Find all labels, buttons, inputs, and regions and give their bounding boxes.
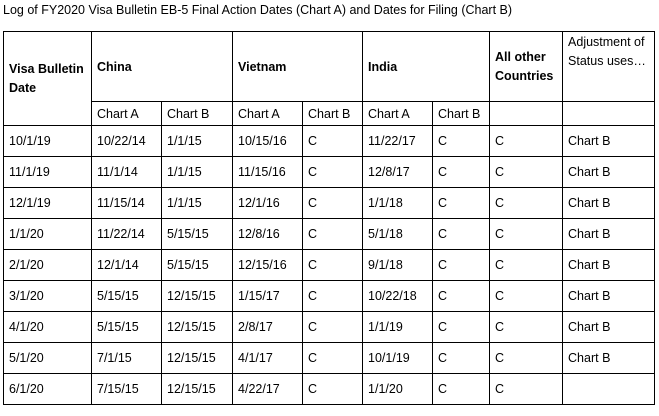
cell-china-chart-b: 12/15/15 <box>162 312 233 343</box>
header-all-other-countries: All other Countries <box>490 32 563 102</box>
cell-china-chart-a: 7/15/15 <box>92 374 162 405</box>
cell-bulletin-date: 2/1/20 <box>4 250 92 281</box>
cell-vietnam-chart-b: C <box>303 281 363 312</box>
header-row-secondary <box>4 102 655 126</box>
cell-all-other-countries: C <box>490 250 563 281</box>
visa-bulletin-log-table <box>3 31 655 405</box>
table-row <box>4 219 655 250</box>
cell-india-chart-a: 10/22/18 <box>363 281 433 312</box>
cell-bulletin-date: 3/1/20 <box>4 281 92 312</box>
header-india: India <box>363 32 490 102</box>
cell-all-other-countries: C <box>490 343 563 374</box>
cell-india-chart-a: 5/1/18 <box>363 219 433 250</box>
cell-vietnam-chart-a: 2/8/17 <box>233 312 303 343</box>
cell-china-chart-a: 10/22/14 <box>92 126 162 157</box>
cell-adjustment-of-status: Chart B <box>563 343 655 374</box>
cell-vietnam-chart-b: C <box>303 157 363 188</box>
cell-all-other-countries: C <box>490 188 563 219</box>
header-india-chart-a: Chart A <box>363 102 433 126</box>
header-visa-bulletin-date: Visa Bulletin Date <box>4 32 92 126</box>
cell-vietnam-chart-a: 10/15/16 <box>233 126 303 157</box>
cell-vietnam-chart-b: C <box>303 126 363 157</box>
cell-all-other-countries: C <box>490 281 563 312</box>
header-row-primary <box>4 32 655 102</box>
cell-china-chart-b: 12/15/15 <box>162 281 233 312</box>
cell-china-chart-a: 11/15/14 <box>92 188 162 219</box>
table-row <box>4 281 655 312</box>
cell-china-chart-b: 12/15/15 <box>162 343 233 374</box>
cell-vietnam-chart-b: C <box>303 188 363 219</box>
cell-india-chart-b: C <box>433 312 490 343</box>
cell-adjustment-of-status <box>563 374 655 405</box>
cell-vietnam-chart-a: 12/1/16 <box>233 188 303 219</box>
cell-india-chart-b: C <box>433 374 490 405</box>
cell-vietnam-chart-a: 4/22/17 <box>233 374 303 405</box>
cell-india-chart-b: C <box>433 219 490 250</box>
cell-india-chart-a: 1/1/18 <box>363 188 433 219</box>
header-adjustment-of-status: Adjustment of Status uses… <box>563 32 655 102</box>
cell-china-chart-a: 12/1/14 <box>92 250 162 281</box>
table-row <box>4 374 655 405</box>
header-india-chart-b: Chart B <box>433 102 490 126</box>
header-vietnam: Vietnam <box>233 32 363 102</box>
cell-india-chart-b: C <box>433 157 490 188</box>
cell-china-chart-a: 5/15/15 <box>92 281 162 312</box>
header-vietnam-chart-b: Chart B <box>303 102 363 126</box>
cell-vietnam-chart-b: C <box>303 343 363 374</box>
table-row <box>4 343 655 374</box>
cell-china-chart-b: 12/15/15 <box>162 374 233 405</box>
cell-china-chart-a: 5/15/15 <box>92 312 162 343</box>
cell-adjustment-of-status: Chart B <box>563 312 655 343</box>
cell-vietnam-chart-a: 12/15/16 <box>233 250 303 281</box>
table-row <box>4 250 655 281</box>
cell-bulletin-date: 1/1/20 <box>4 219 92 250</box>
cell-vietnam-chart-a: 12/8/16 <box>233 219 303 250</box>
cell-all-other-countries: C <box>490 374 563 405</box>
cell-adjustment-of-status: Chart B <box>563 188 655 219</box>
cell-india-chart-b: C <box>433 126 490 157</box>
cell-india-chart-a: 12/8/17 <box>363 157 433 188</box>
cell-india-chart-a: 9/1/18 <box>363 250 433 281</box>
header-vietnam-chart-a: Chart A <box>233 102 303 126</box>
cell-india-chart-b: C <box>433 250 490 281</box>
table-caption: Log of FY2020 Visa Bulletin EB-5 Final Action Dates (Chart A) and Dates for Filing (Chart B) <box>3 3 513 17</box>
header-china: China <box>92 32 233 102</box>
header-china-chart-a: Chart A <box>92 102 162 126</box>
cell-india-chart-a: 1/1/20 <box>363 374 433 405</box>
table-row <box>4 188 655 219</box>
cell-adjustment-of-status: Chart B <box>563 250 655 281</box>
cell-china-chart-a: 11/1/14 <box>92 157 162 188</box>
cell-all-other-countries: C <box>490 312 563 343</box>
cell-vietnam-chart-a: 4/1/17 <box>233 343 303 374</box>
cell-adjustment-of-status: Chart B <box>563 157 655 188</box>
header-china-chart-b: Chart B <box>162 102 233 126</box>
cell-bulletin-date: 5/1/20 <box>4 343 92 374</box>
cell-india-chart-b: C <box>433 188 490 219</box>
cell-china-chart-b: 1/1/15 <box>162 126 233 157</box>
header-aos-blank <box>563 102 655 126</box>
cell-india-chart-b: C <box>433 281 490 312</box>
cell-india-chart-a: 10/1/19 <box>363 343 433 374</box>
table-row <box>4 157 655 188</box>
cell-all-other-countries: C <box>490 219 563 250</box>
cell-china-chart-b: 5/15/15 <box>162 219 233 250</box>
cell-india-chart-b: C <box>433 343 490 374</box>
cell-vietnam-chart-b: C <box>303 374 363 405</box>
cell-bulletin-date: 12/1/19 <box>4 188 92 219</box>
cell-all-other-countries: C <box>490 157 563 188</box>
cell-china-chart-b: 5/15/15 <box>162 250 233 281</box>
cell-adjustment-of-status: Chart B <box>563 219 655 250</box>
cell-vietnam-chart-a: 1/15/17 <box>233 281 303 312</box>
cell-china-chart-a: 7/1/15 <box>92 343 162 374</box>
cell-vietnam-chart-b: C <box>303 312 363 343</box>
cell-china-chart-b: 1/1/15 <box>162 157 233 188</box>
table-row <box>4 126 655 157</box>
cell-china-chart-b: 1/1/15 <box>162 188 233 219</box>
cell-bulletin-date: 6/1/20 <box>4 374 92 405</box>
cell-india-chart-a: 1/1/19 <box>363 312 433 343</box>
cell-china-chart-a: 11/22/14 <box>92 219 162 250</box>
cell-bulletin-date: 11/1/19 <box>4 157 92 188</box>
cell-vietnam-chart-b: C <box>303 250 363 281</box>
header-all-other-blank <box>490 102 563 126</box>
cell-adjustment-of-status: Chart B <box>563 281 655 312</box>
cell-all-other-countries: C <box>490 126 563 157</box>
cell-bulletin-date: 10/1/19 <box>4 126 92 157</box>
table-row <box>4 312 655 343</box>
cell-vietnam-chart-b: C <box>303 219 363 250</box>
cell-india-chart-a: 11/22/17 <box>363 126 433 157</box>
cell-adjustment-of-status: Chart B <box>563 126 655 157</box>
cell-vietnam-chart-a: 11/15/16 <box>233 157 303 188</box>
cell-bulletin-date: 4/1/20 <box>4 312 92 343</box>
